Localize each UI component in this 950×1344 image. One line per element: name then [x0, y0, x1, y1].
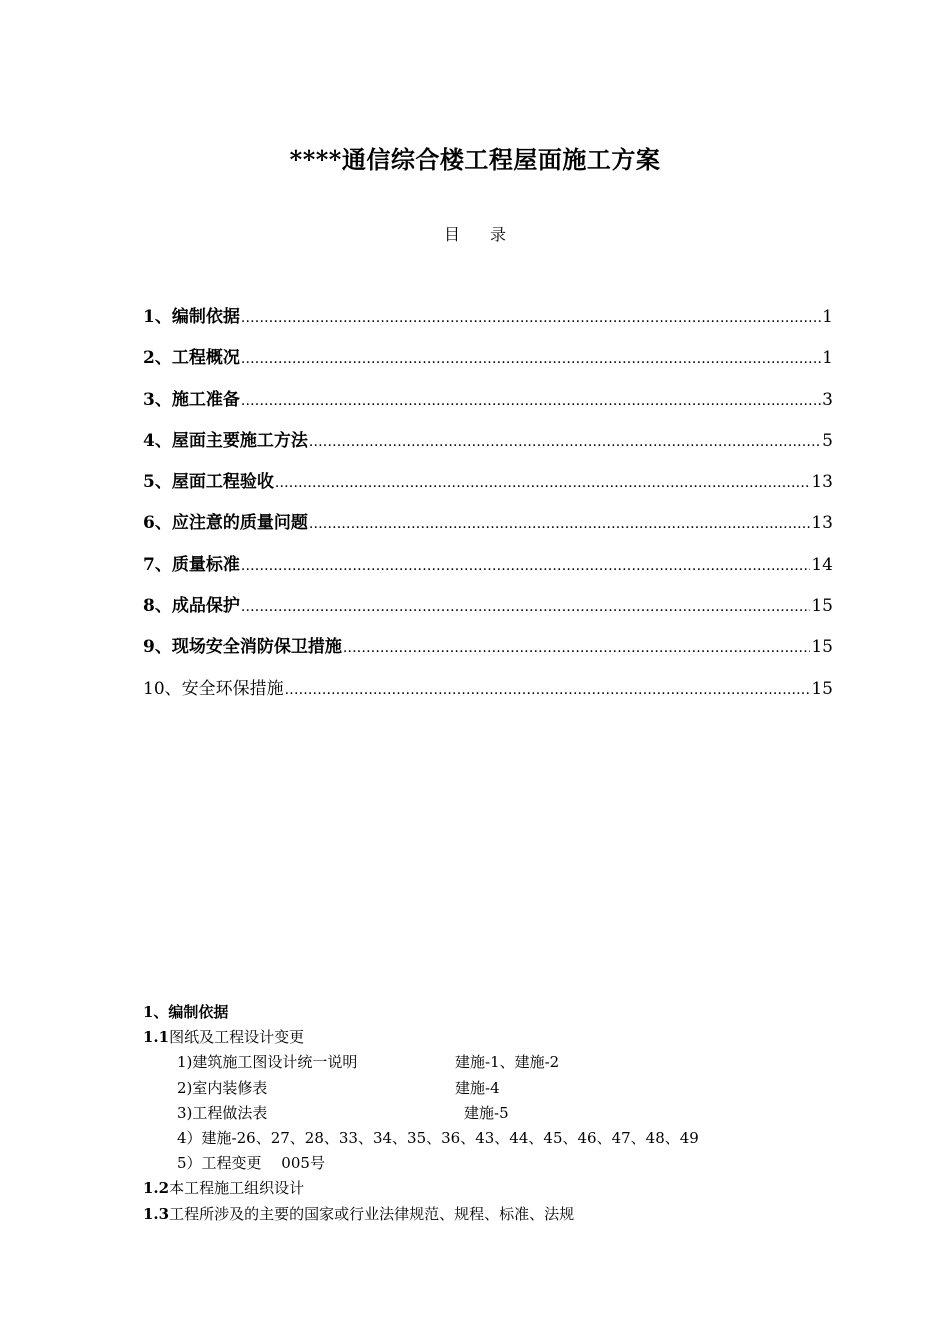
toc-entry-label: 9、现场安全消防保卫措施	[143, 637, 342, 658]
toc-entry[interactable]	[143, 554, 833, 595]
toc-entry-page: 15	[811, 678, 833, 699]
toc-entry-page: 1	[822, 348, 833, 369]
toc-leader-dots	[241, 596, 811, 618]
document-title: ****通信综合楼工程屋面施工方案	[289, 145, 661, 174]
list-item	[143, 1151, 843, 1176]
toc-leader-dots	[309, 513, 811, 535]
toc-entry-label: 8、成品保护	[143, 596, 240, 617]
subsection-text: 本工程施工组织设计	[169, 1179, 305, 1198]
toc-entry[interactable]	[143, 678, 833, 719]
toc-entry-label: 4、屋面主要施工方法	[143, 430, 308, 451]
toc-entry-page: 1	[822, 307, 833, 327]
toc-leader-dots	[241, 348, 821, 370]
toc-entry[interactable]	[143, 512, 833, 553]
toc-leader-dots	[241, 307, 821, 329]
toc-leader-dots	[241, 555, 811, 577]
subsection-text: 图纸及工程设计变更	[169, 1028, 305, 1047]
toc-entry[interactable]	[143, 389, 833, 430]
toc-entry-label: 3、施工准备	[143, 389, 240, 410]
toc-entry[interactable]	[143, 347, 833, 388]
subsection-number: 1.2	[143, 1179, 170, 1198]
toc-entry-page: 13	[811, 472, 833, 493]
list-item-ref: 建施-5	[464, 1103, 509, 1122]
toc-leader-dots	[343, 637, 811, 659]
toc-leader-dots	[241, 390, 821, 412]
list-item	[143, 1050, 843, 1075]
subsection-1-3	[143, 1202, 843, 1227]
list-item-text: 1)建筑施工图设计统一说明	[177, 1053, 358, 1072]
toc-leader-dots	[309, 431, 821, 453]
toc-entry[interactable]	[143, 595, 833, 636]
toc-entry-label: 7、质量标准	[143, 554, 240, 575]
list-item-text: 2)室内装修表	[177, 1078, 268, 1097]
subsection-number: 1.1	[143, 1028, 170, 1047]
list-item-ref: 建施-1、建施-2	[455, 1053, 560, 1072]
toc-entry[interactable]	[143, 636, 833, 677]
toc-entry-page: 3	[822, 389, 833, 410]
toc-leader-dots	[285, 679, 811, 701]
toc-entry-page: 5	[822, 430, 833, 451]
toc-entry[interactable]	[143, 471, 833, 512]
list-item-text: 4）建施-26、27、28、33、34、35、36、43、44、45、46、47、48、49	[177, 1128, 699, 1147]
toc-heading: 目录	[443, 225, 536, 244]
list-item-text: 3)工程做法表	[177, 1103, 268, 1122]
table-of-contents	[143, 306, 833, 719]
toc-entry-label: 1、编制依据	[143, 307, 240, 327]
toc-entry-label: 10、安全环保措施	[143, 678, 284, 699]
toc-entry[interactable]	[143, 430, 833, 471]
toc-entry-page: 14	[811, 554, 833, 575]
toc-entry-label: 6、应注意的质量问题	[143, 513, 308, 534]
subsection-text: 工程所涉及的主要的国家或行业法律规范、规程、标准、法规	[169, 1204, 575, 1223]
list-item	[143, 1126, 843, 1151]
toc-entry-page: 13	[811, 513, 833, 534]
section-basis	[143, 1000, 843, 1227]
toc-entry-page: 15	[811, 596, 833, 617]
subsection-1-1	[143, 1025, 843, 1050]
toc-entry-page: 15	[811, 637, 833, 658]
toc-entry[interactable]	[143, 306, 833, 347]
list-item	[143, 1076, 843, 1101]
list-item-text: 5）工程变更 005号	[177, 1154, 325, 1173]
list-item-ref: 建施-4	[455, 1078, 500, 1097]
subsection-1-2	[143, 1176, 843, 1201]
section-heading: 1、编制依据	[143, 1003, 229, 1021]
toc-leader-dots	[275, 472, 811, 494]
toc-entry-label: 5、屋面工程验收	[143, 472, 274, 493]
list-item	[143, 1101, 843, 1126]
subsection-number: 1.3	[143, 1204, 170, 1223]
toc-entry-label: 2、工程概况	[143, 348, 240, 369]
